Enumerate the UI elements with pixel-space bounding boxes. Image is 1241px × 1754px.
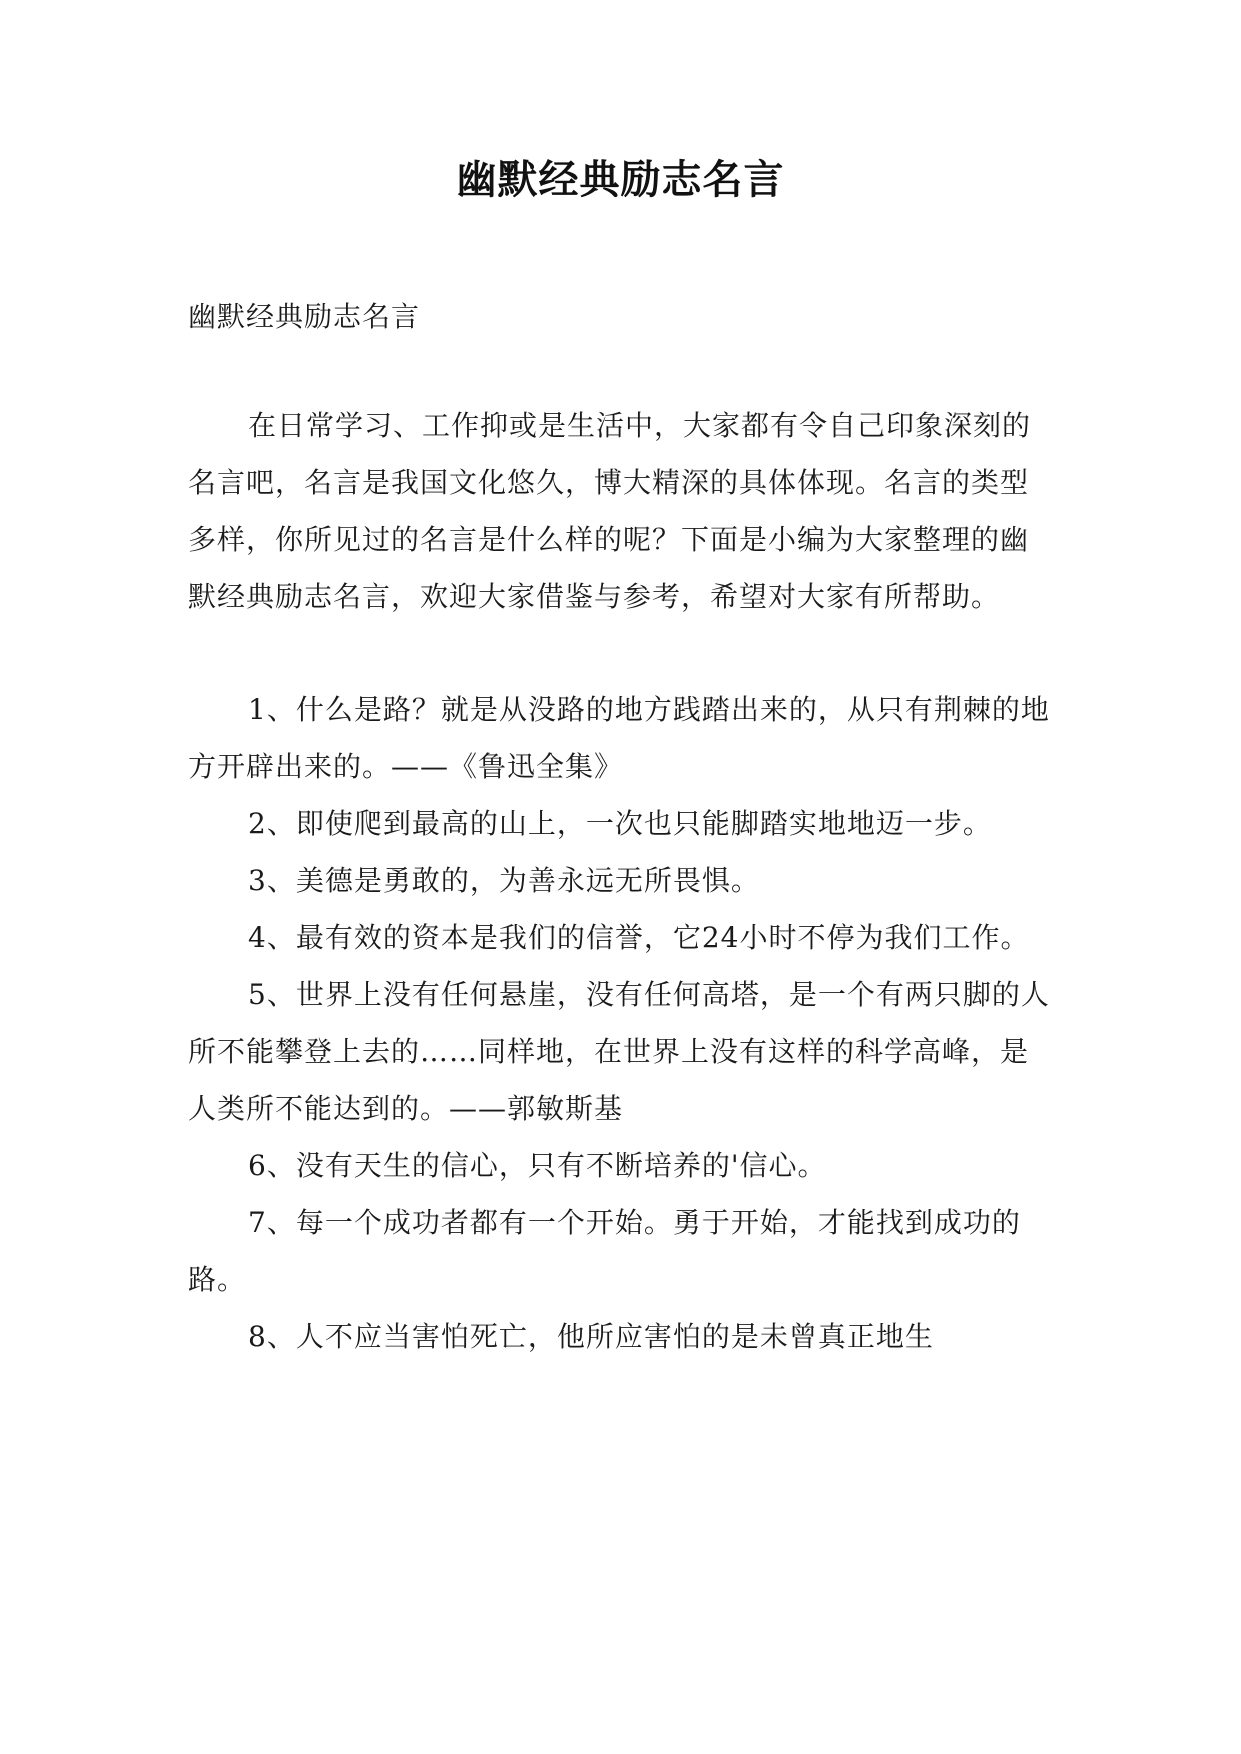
intro-paragraph: 在日常学习、工作抑或是生活中，大家都有令自己印象深刻的名言吧，名言是我国文化悠久，博大精深的具体体现。名言的类型多样，你所见过的名言是什么样的呢？下面是小编为大家整理的幽默经典励志名言，欢迎大家借鉴与参考，希望对大家有所帮助。 bbox=[188, 409, 1032, 613]
document-subtitle: 幽默经典励志名言 bbox=[188, 300, 421, 333]
quote-item: 1、什么是路？就是从没路的地方践踏出来的，从只有荆棘的地方开辟出来的。——《鲁迅全集》 bbox=[188, 693, 1050, 783]
quote-item: 2、即使爬到最高的山上，一次也只能脚踏实地地迈一步。 bbox=[248, 807, 992, 840]
document-title: 幽默经典励志名言 bbox=[456, 157, 785, 203]
quote-item: 6、没有天生的信心，只有不断培养的'信心。 bbox=[248, 1149, 827, 1182]
quote-item: 8、人不应当害怕死亡，他所应害怕的是未曾真正地生 bbox=[248, 1320, 934, 1353]
document-body bbox=[188, 288, 1054, 1365]
quote-item: 3、美德是勇敢的，为善永远无所畏惧。 bbox=[248, 864, 760, 897]
quote-item: 7、每一个成功者都有一个开始。勇于开始，才能找到成功的路。 bbox=[188, 1206, 1021, 1296]
quote-item: 4、最有效的资本是我们的信誉，它24小时不停为我们工作。 bbox=[248, 921, 1030, 954]
quote-item: 5、世界上没有任何悬崖，没有任何高塔，是一个有两只脚的人所不能攀登上去的……同样地，在世界上没有这样的科学高峰，是人类所不能达到的。——郭敏斯基 bbox=[188, 978, 1050, 1125]
